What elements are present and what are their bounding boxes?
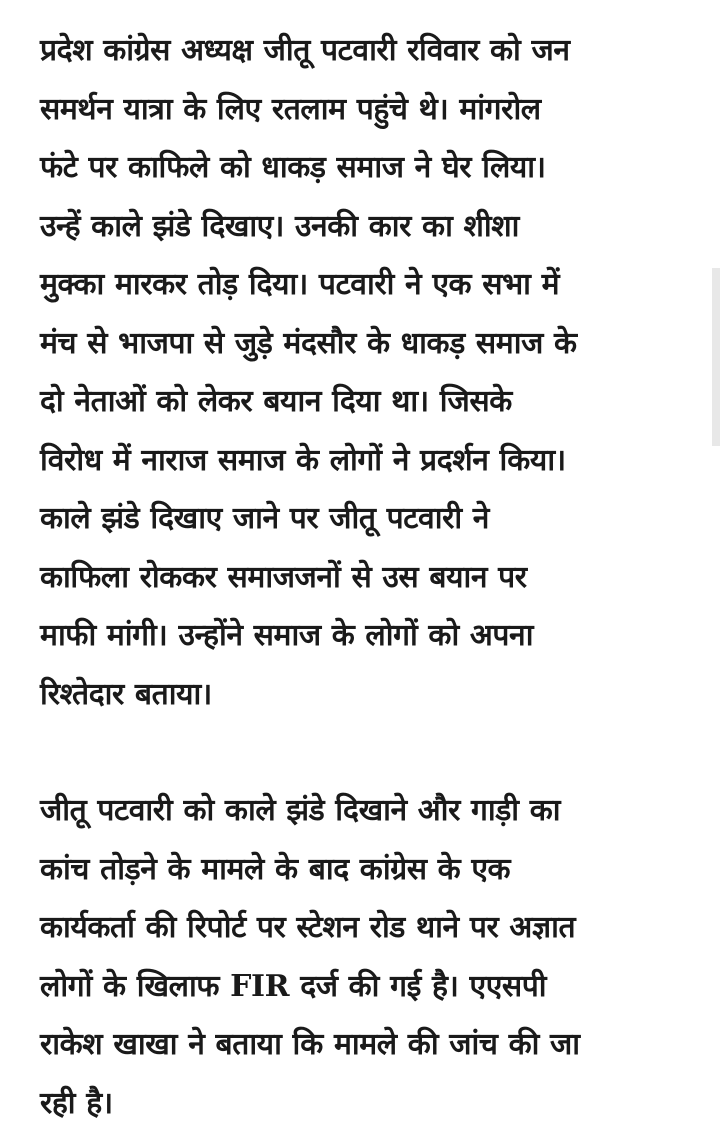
text-line: जीतू पटवारी को काले झंडे दिखाने और गाड़ी का — [40, 782, 690, 841]
text-line: समर्थन यात्रा के लिए रतलाम पहुंचे थे। मांगरोल — [40, 81, 690, 140]
text-line: कांच तोड़ने के मामले के बाद कांग्रेस के एक — [40, 841, 690, 900]
text-line: प्रदेश कांग्रेस अध्यक्ष जीतू पटवारी रविवार को जन — [40, 22, 690, 81]
text-line: फंटे पर काफिले को धाकड़ समाज ने घेर लिया। — [40, 139, 690, 198]
text-line: मुक्का मारकर तोड़ दिया। पटवारी ने एक सभा में — [40, 256, 690, 315]
article-body — [40, 22, 690, 1133]
paragraph-1 — [40, 22, 690, 724]
text-line: रही है। — [40, 1075, 690, 1133]
text-line: लोगों के खिलाफ FIR दर्ज की गई है। एएसपी — [40, 958, 690, 1017]
paragraph-2 — [40, 782, 690, 1133]
text-line: राकेश खाखा ने बताया कि मामले की जांच की जा — [40, 1016, 690, 1075]
text-line: काले झंडे दिखाए जाने पर जीतू पटवारी ने — [40, 490, 690, 549]
text-line: माफी मांगी। उन्होंने समाज के लोगों को अपना — [40, 607, 690, 666]
text-line: रिश्तेदार बताया। — [40, 666, 690, 725]
text-line: कार्यकर्ता की रिपोर्ट पर स्टेशन रोड थाने पर अज्ञात — [40, 899, 690, 958]
text-line: विरोध में नाराज समाज के लोगों ने प्रदर्शन किया। — [40, 432, 690, 491]
text-line: दो नेताओं को लेकर बयान दिया था। जिसके — [40, 373, 690, 432]
scrollbar-thumb[interactable] — [712, 268, 720, 446]
text-line: उन्हें काले झंडे दिखाए। उनकी कार का शीशा — [40, 198, 690, 257]
text-line: मंच से भाजपा से जुड़े मंदसौर के धाकड़ समाज के — [40, 315, 690, 374]
text-line: काफिला रोककर समाजजनों से उस बयान पर — [40, 549, 690, 608]
